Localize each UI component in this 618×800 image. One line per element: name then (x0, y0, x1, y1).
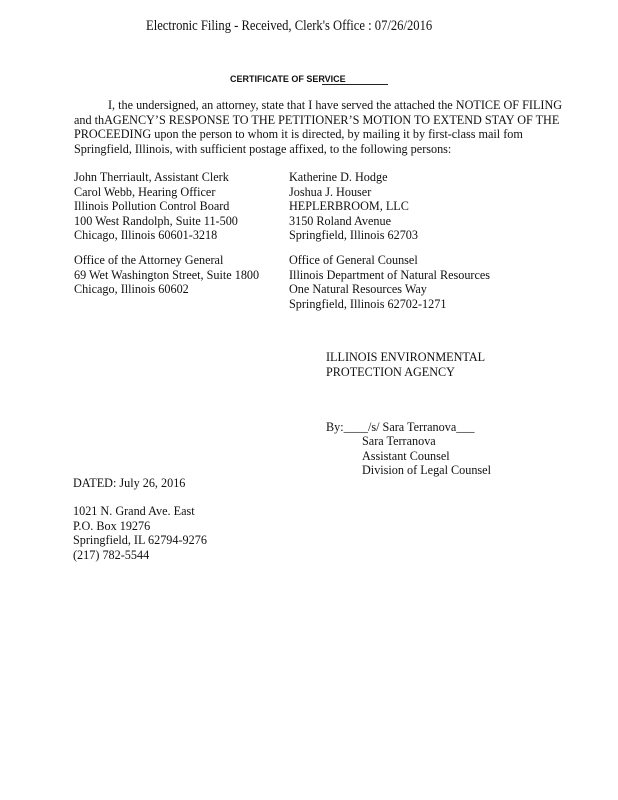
certificate-body: I, the undersigned, an attorney, state that I have served the attached the NOTICE OF FILING and thAGENCY’S RESPONSE TO THE PETITIONER’S MOTION TO EXTEND STAY OF THE PROCEEDING upon the person to whom it is directed, by mailing it by first-class mail fom Springfield, Illinois, with sufficient postage affixed, to the following persons: (74, 98, 563, 156)
agency-line: PROTECTION AGENCY (326, 364, 455, 379)
signature-block (362, 434, 491, 478)
recipient-line: John Therriault, Assistant Clerk (74, 170, 229, 184)
agency-name (326, 350, 485, 379)
address-line: P.O. Box 19276 (73, 518, 151, 533)
dated-line: DATED: July 26, 2016 (73, 476, 186, 490)
recipient-line: Office of General Counsel (289, 253, 418, 267)
agency-address (73, 504, 207, 562)
address-line: Springfield, IL 62794-9276 (73, 533, 207, 547)
recipient-line: Carol Webb, Hearing Officer (74, 184, 216, 199)
signer-division: Division of Legal Counsel (362, 463, 491, 477)
recipient-line: One Natural Resources Way (289, 282, 427, 296)
signature-by-line: By:____/s/ Sara Terranova___ (326, 420, 475, 434)
address-line: 1021 N. Grand Ave. East (73, 504, 195, 518)
signer-name: Sara Terranova (362, 434, 436, 448)
recipient-block-heplerbroom (289, 170, 418, 243)
recipient-line: Springfield, Illinois 62703 (289, 228, 418, 242)
recipient-line: 100 West Randolph, Suite 11-500 (74, 213, 238, 228)
title-underline (322, 84, 388, 85)
recipient-line: 3150 Roland Avenue (289, 213, 391, 228)
recipient-block-general-counsel (289, 253, 490, 311)
agency-line: ILLINOIS ENVIRONMENTAL (326, 350, 486, 364)
recipient-line: Illinois Department of Natural Resources (289, 267, 491, 282)
recipient-line: Chicago, Illinois 60602 (74, 282, 189, 296)
signer-title: Assistant Counsel (362, 448, 450, 463)
recipient-line: HEPLERBROOM, LLC (289, 199, 409, 213)
certificate-title: CERTIFICATE OF SERVICE (230, 74, 346, 84)
address-line: (217) 782-5544 (73, 547, 150, 562)
recipient-line: 69 Wet Washington Street, Suite 1800 (74, 267, 260, 282)
recipient-line: Springfield, Illinois 62702-1271 (289, 296, 447, 311)
recipient-block-attorney-general (74, 253, 259, 297)
recipient-line: Office of the Attorney General (74, 253, 224, 267)
recipient-line: Illinois Pollution Control Board (74, 199, 230, 213)
filing-stamp-header: Electronic Filing - Received, Clerk's Office : 07/26/2016 (146, 18, 433, 34)
recipient-line: Katherine D. Hodge (289, 170, 388, 184)
recipient-line: Joshua J. Houser (289, 184, 372, 199)
recipient-block-clerk (74, 170, 238, 243)
recipient-line: Chicago, Illinois 60601-3218 (74, 228, 218, 242)
